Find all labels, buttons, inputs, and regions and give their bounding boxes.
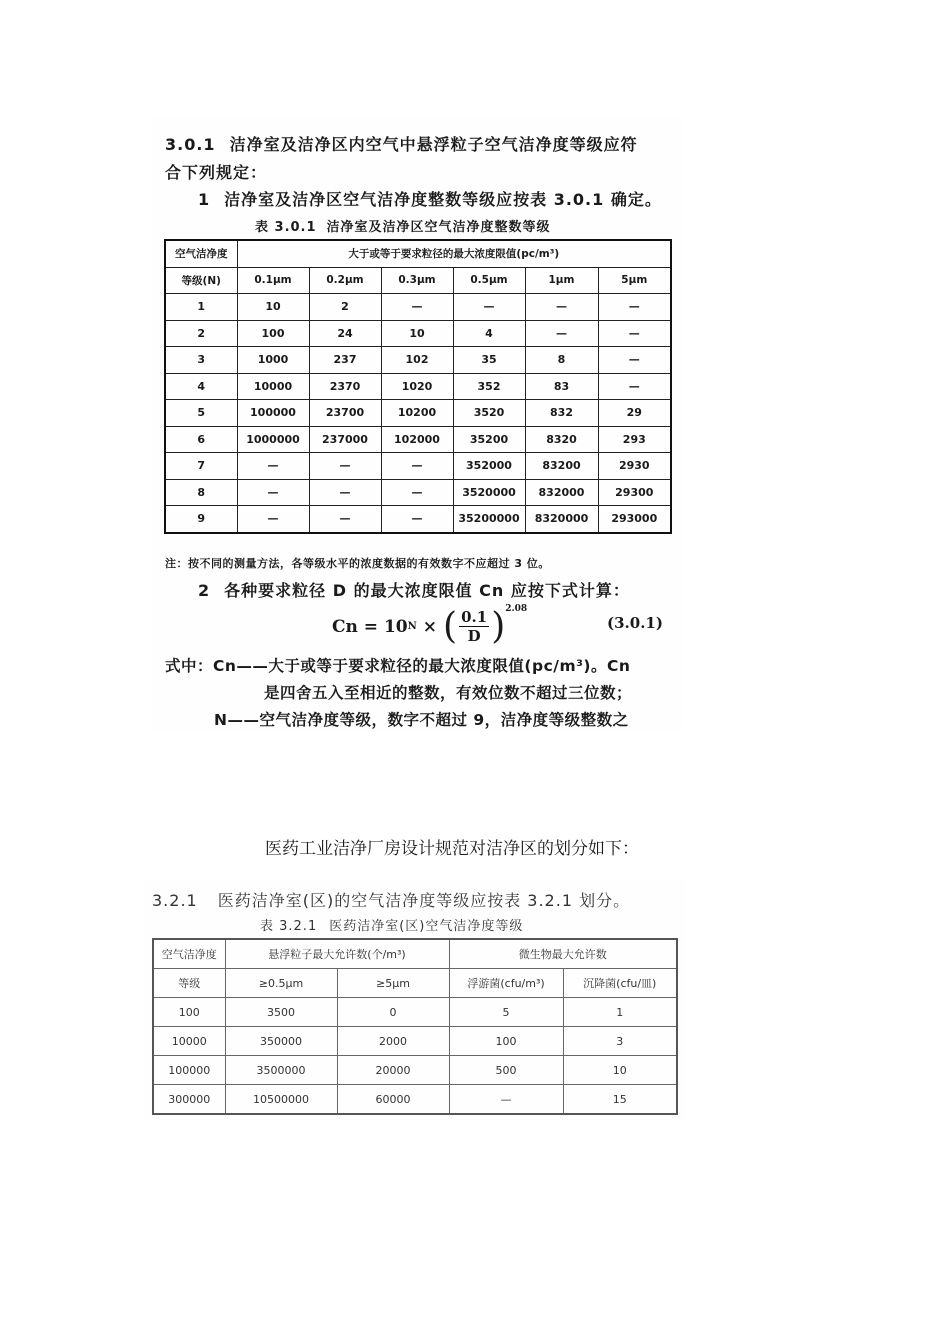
table-row [165, 426, 671, 453]
value-cell: 352 [453, 373, 525, 400]
value-cell: 5 [449, 998, 563, 1027]
value-cell: — [525, 294, 598, 321]
formula-exponent-n: N [407, 621, 417, 632]
table-row [165, 453, 671, 480]
grade-cell: 2 [165, 320, 237, 347]
value-cell: 10200 [381, 400, 453, 427]
value-cell: 3520 [453, 400, 525, 427]
value-cell: 4 [453, 320, 525, 347]
intro-paragraph: 医药工业洁净厂房设计规范对洁净区的划分如下： [265, 839, 639, 859]
value-cell: 60000 [337, 1085, 449, 1115]
value-cell: — [237, 506, 309, 533]
value-cell: 8 [525, 347, 598, 374]
grade-cell: 100 [153, 998, 225, 1027]
formula-lhs: Cn = 10 [332, 616, 408, 637]
value-cell: 3 [563, 1027, 677, 1056]
value-cell: 24 [309, 320, 381, 347]
table-row [165, 347, 671, 374]
value-cell: — [381, 453, 453, 480]
value-cell: 102 [381, 347, 453, 374]
value-cell: 29 [598, 400, 671, 427]
value-cell: — [449, 1085, 563, 1115]
table-row [165, 479, 671, 506]
grade-header-sub: 等级(N) [165, 267, 237, 294]
value-cell: 0 [337, 998, 449, 1027]
value-cell: 100 [237, 320, 309, 347]
formula-power: 2.08 [505, 604, 528, 614]
grade-cell: 4 [165, 373, 237, 400]
value-cell: 100 [449, 1027, 563, 1056]
value-cell: 10000 [237, 373, 309, 400]
value-cell: — [237, 453, 309, 480]
table-caption [255, 216, 551, 235]
value-cell: — [598, 294, 671, 321]
where-line-2: 是四舍五入至相近的整数，有效位数不超过三位数； [264, 684, 633, 702]
size-header: 0.1μm [237, 267, 309, 294]
grade-cell: 7 [165, 453, 237, 480]
value-cell: — [381, 294, 453, 321]
size-header: 0.2μm [309, 267, 381, 294]
value-cell: — [525, 320, 598, 347]
section-heading [165, 132, 638, 155]
grade-cell: 3 [165, 347, 237, 374]
value-cell: 293 [598, 426, 671, 453]
value-cell: 20000 [337, 1056, 449, 1085]
table-row [165, 400, 671, 427]
value-cell: 10 [237, 294, 309, 321]
table-row [165, 294, 671, 321]
value-cell: 10500000 [225, 1085, 337, 1115]
grade-cell: 6 [165, 426, 237, 453]
sub-header: 沉降菌(cfu/皿) [563, 969, 677, 998]
value-cell: 1 [563, 998, 677, 1027]
value-cell: — [381, 479, 453, 506]
value-cell: 3500 [225, 998, 337, 1027]
value-cell: — [598, 320, 671, 347]
section-2-heading [152, 888, 630, 911]
grade-cell: 5 [165, 400, 237, 427]
value-cell: — [309, 506, 381, 533]
table-2-subheader-row [153, 969, 677, 998]
grade-cell: 9 [165, 506, 237, 533]
size-header: 1μm [525, 267, 598, 294]
value-cell: 1000 [237, 347, 309, 374]
value-cell: 10 [381, 320, 453, 347]
grade-cell: 10000 [153, 1027, 225, 1056]
value-cell: — [309, 453, 381, 480]
value-cell: — [598, 347, 671, 374]
table-row [165, 506, 671, 533]
value-cell: — [598, 373, 671, 400]
concentration-formula [332, 604, 528, 647]
sub-header: ≥0.5μm [225, 969, 337, 998]
section-2-number: 3.2.1 [152, 891, 198, 910]
value-cell: 1000000 [237, 426, 309, 453]
table-row [153, 1056, 677, 1085]
value-cell: 102000 [381, 426, 453, 453]
value-cell: 3500000 [225, 1056, 337, 1085]
grade-header: 空气洁净度 [165, 240, 237, 267]
grade-header-sub: 等级 [153, 969, 225, 998]
value-cell: — [237, 479, 309, 506]
table-row [153, 1027, 677, 1056]
table-header-row [165, 240, 671, 267]
item-1 [198, 187, 662, 210]
item-1-number: 1 [198, 190, 211, 209]
value-cell: 237 [309, 347, 381, 374]
grade-cell: 100000 [153, 1056, 225, 1085]
formula-times: × [422, 616, 438, 637]
table-note: 注：按不同的测量方法，各等级水平的浓度数据的有效数字不应超过 3 位。 [165, 557, 550, 570]
value-cell: 2000 [337, 1027, 449, 1056]
table-row [153, 1085, 677, 1115]
value-cell: 83 [525, 373, 598, 400]
grade-cell: 300000 [153, 1085, 225, 1115]
sub-header: 浮游菌(cfu/m³) [449, 969, 563, 998]
value-cell: 15 [563, 1085, 677, 1115]
section-number: 3.0.1 [165, 135, 216, 154]
value-cell: 35200000 [453, 506, 525, 533]
table-2-caption-number: 表 3.2.1 [260, 919, 318, 934]
value-cell: 23700 [309, 400, 381, 427]
value-cell: 2 [309, 294, 381, 321]
table-caption-number: 表 3.0.1 [255, 220, 317, 235]
concentration-header: 大于或等于要求粒径的最大浓度限值(pc/m³) [237, 240, 671, 267]
value-cell: — [453, 294, 525, 321]
where-line-1: 式中：Cn——大于或等于要求粒径的最大浓度限值(pc/m³)。Cn [165, 657, 631, 675]
value-cell: 1020 [381, 373, 453, 400]
value-cell: 500 [449, 1056, 563, 1085]
grade-cell: 8 [165, 479, 237, 506]
value-cell: 832000 [525, 479, 598, 506]
scan-fragment-pharma-standard [145, 880, 685, 1120]
table-2-caption-title: 医药洁净室(区)空气洁净度等级 [329, 919, 524, 934]
formula-paren-open: ( [443, 605, 458, 647]
formula-denominator: D [467, 627, 481, 645]
value-cell: 8320 [525, 426, 598, 453]
scan-fragment-cleanroom-standard [152, 118, 682, 730]
item-2-number: 2 [198, 581, 211, 600]
formula-paren-close: ) [491, 605, 506, 647]
where-line-3: N——空气洁净度等级，数字不超过 9，洁净度等级整数之 [214, 711, 629, 729]
value-cell: — [309, 479, 381, 506]
section-heading-text: 洁净室及洁净区内空气中悬浮粒子空气洁净度等级应符 [229, 135, 638, 154]
pharma-grade-table [152, 938, 678, 1115]
value-cell: 83200 [525, 453, 598, 480]
value-cell: 350000 [225, 1027, 337, 1056]
item-2 [198, 578, 630, 601]
value-cell: 35200 [453, 426, 525, 453]
value-cell: 293000 [598, 506, 671, 533]
value-cell: — [381, 506, 453, 533]
value-cell: 10 [563, 1056, 677, 1085]
size-header: 0.3μm [381, 267, 453, 294]
table-size-row [165, 267, 671, 294]
item-1-text: 洁净室及洁净区空气洁净度整数等级应按表 3.0.1 确定。 [224, 190, 662, 209]
microbe-header: 微生物最大允许数 [449, 939, 677, 969]
value-cell: 29300 [598, 479, 671, 506]
value-cell: 2930 [598, 453, 671, 480]
grade-cell: 1 [165, 294, 237, 321]
table-row [165, 373, 671, 400]
item-2-text: 各种要求粒径 D 的最大浓度限值 Cn 应按下式计算： [224, 581, 630, 600]
value-cell: 100000 [237, 400, 309, 427]
value-cell: 2370 [309, 373, 381, 400]
formula-fraction [459, 608, 489, 645]
table-2-caption [260, 915, 523, 934]
equation-number: (3.0.1) [607, 614, 663, 632]
sub-header: ≥5μm [337, 969, 449, 998]
grade-header: 空气洁净度 [153, 939, 225, 969]
table-caption-title: 洁净室及洁净区空气洁净度整数等级 [326, 220, 551, 235]
table-row [165, 320, 671, 347]
table-row [153, 998, 677, 1027]
value-cell: 8320000 [525, 506, 598, 533]
cleanroom-grade-table [164, 239, 672, 534]
value-cell: 832 [525, 400, 598, 427]
size-header: 0.5μm [453, 267, 525, 294]
value-cell: 352000 [453, 453, 525, 480]
value-cell: 237000 [309, 426, 381, 453]
table-2-header-row [153, 939, 677, 969]
size-header: 5μm [598, 267, 671, 294]
section-2-heading-text: 医药洁净室(区)的空气洁净度等级应按表 3.2.1 划分。 [217, 891, 631, 910]
section-heading-continued: 合下列规定： [165, 163, 268, 182]
value-cell: 3520000 [453, 479, 525, 506]
formula-numerator: 0.1 [461, 608, 488, 626]
particle-header: 悬浮粒子最大允许数(个/m³) [225, 939, 449, 969]
value-cell: 35 [453, 347, 525, 374]
